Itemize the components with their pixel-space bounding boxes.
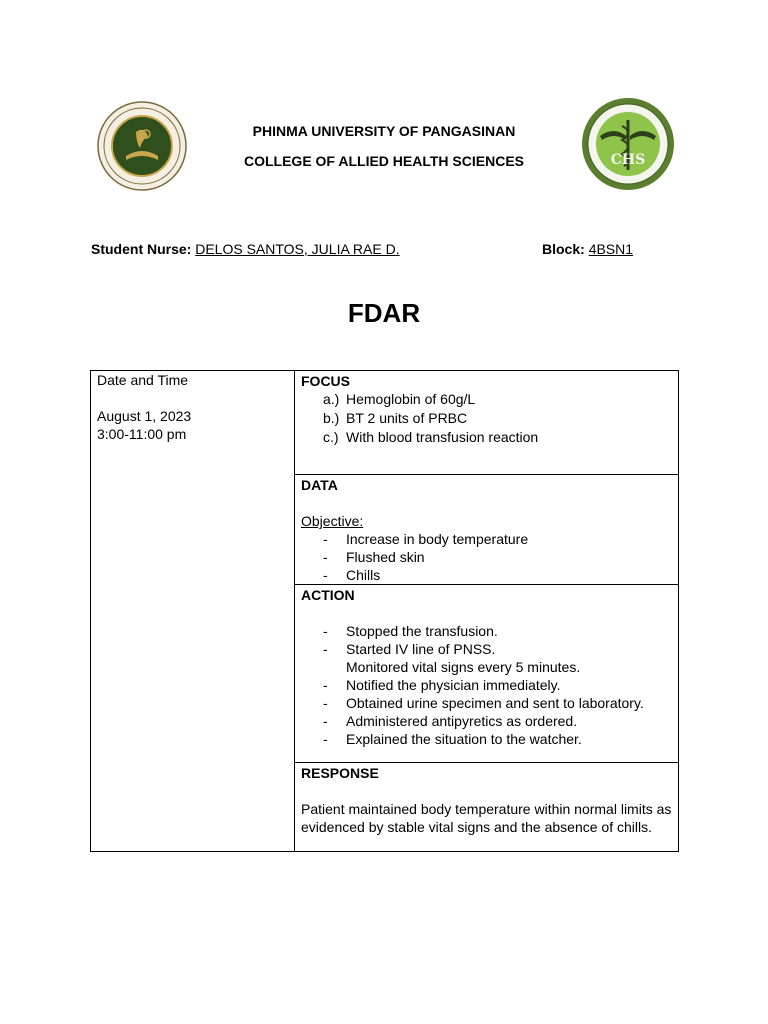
- list-item: - Started IV line of PNSS.: [323, 641, 496, 657]
- block-value: 4BSN1: [588, 241, 634, 257]
- focus-title: FOCUS: [301, 373, 350, 389]
- focus-list: [301, 390, 672, 446]
- block-label: Block:: [542, 241, 585, 257]
- university-name: PHINMA UNIVERSITY OF PANGASINAN: [252, 123, 516, 139]
- list-item: - Notified the physician immediately.: [323, 677, 561, 693]
- data-list: [301, 530, 672, 584]
- college-name: COLLEGE OF ALLIED HEALTH SCIENCES: [243, 153, 524, 169]
- action-cell: [295, 585, 679, 763]
- focus-cell: [295, 371, 679, 475]
- response-text: Patient maintained body temperature within normal limits as evidenced by stable vital signs and the absence of chills.: [301, 801, 672, 835]
- response-cell: [295, 763, 679, 852]
- svg-text:CHS: CHS: [610, 152, 646, 168]
- list-item: - Increase in body temperature: [323, 531, 529, 547]
- action-title: ACTION: [301, 587, 355, 603]
- university-seal-logo: [96, 96, 188, 196]
- date-time-cell: [91, 371, 295, 852]
- data-title: DATA: [301, 477, 338, 493]
- list-item: - Obtained urine specimen and sent to laboratory.: [323, 695, 644, 711]
- action-list: [301, 622, 672, 748]
- objective-label: Objective:: [301, 513, 364, 529]
- page-title: FDAR: [347, 298, 421, 328]
- list-item: - Stopped the transfusion.: [323, 623, 498, 639]
- list-item: b.) BT 2 units of PRBC: [323, 410, 468, 426]
- student-nurse-label: Student Nurse:: [91, 241, 192, 257]
- student-nurse-name: DELOS SANTOS, JULIA RAE D.: [195, 241, 400, 257]
- response-title: RESPONSE: [301, 765, 379, 781]
- list-item: - Administered antipyretics as ordered.: [323, 713, 578, 729]
- list-item: c.) With blood transfusion reaction: [323, 429, 539, 445]
- list-item: - Explained the situation to the watcher.: [323, 731, 582, 747]
- list-item: a.) Hemoglobin of 60g/L: [323, 391, 476, 407]
- list-item: - Flushed skin: [323, 549, 425, 565]
- student-nurse-field: [91, 241, 400, 257]
- list-item: Monitored vital signs every 5 minutes.: [346, 659, 581, 675]
- block-field: [542, 241, 633, 257]
- fdar-table: [90, 370, 679, 852]
- date-value: August 1, 2023: [97, 408, 192, 424]
- time-value: 3:00-11:00 pm: [97, 426, 187, 442]
- data-cell: [295, 475, 679, 585]
- chs-seal-logo: [580, 96, 676, 192]
- date-time-label: Date and Time: [97, 372, 189, 388]
- list-item: - Chills: [323, 567, 381, 583]
